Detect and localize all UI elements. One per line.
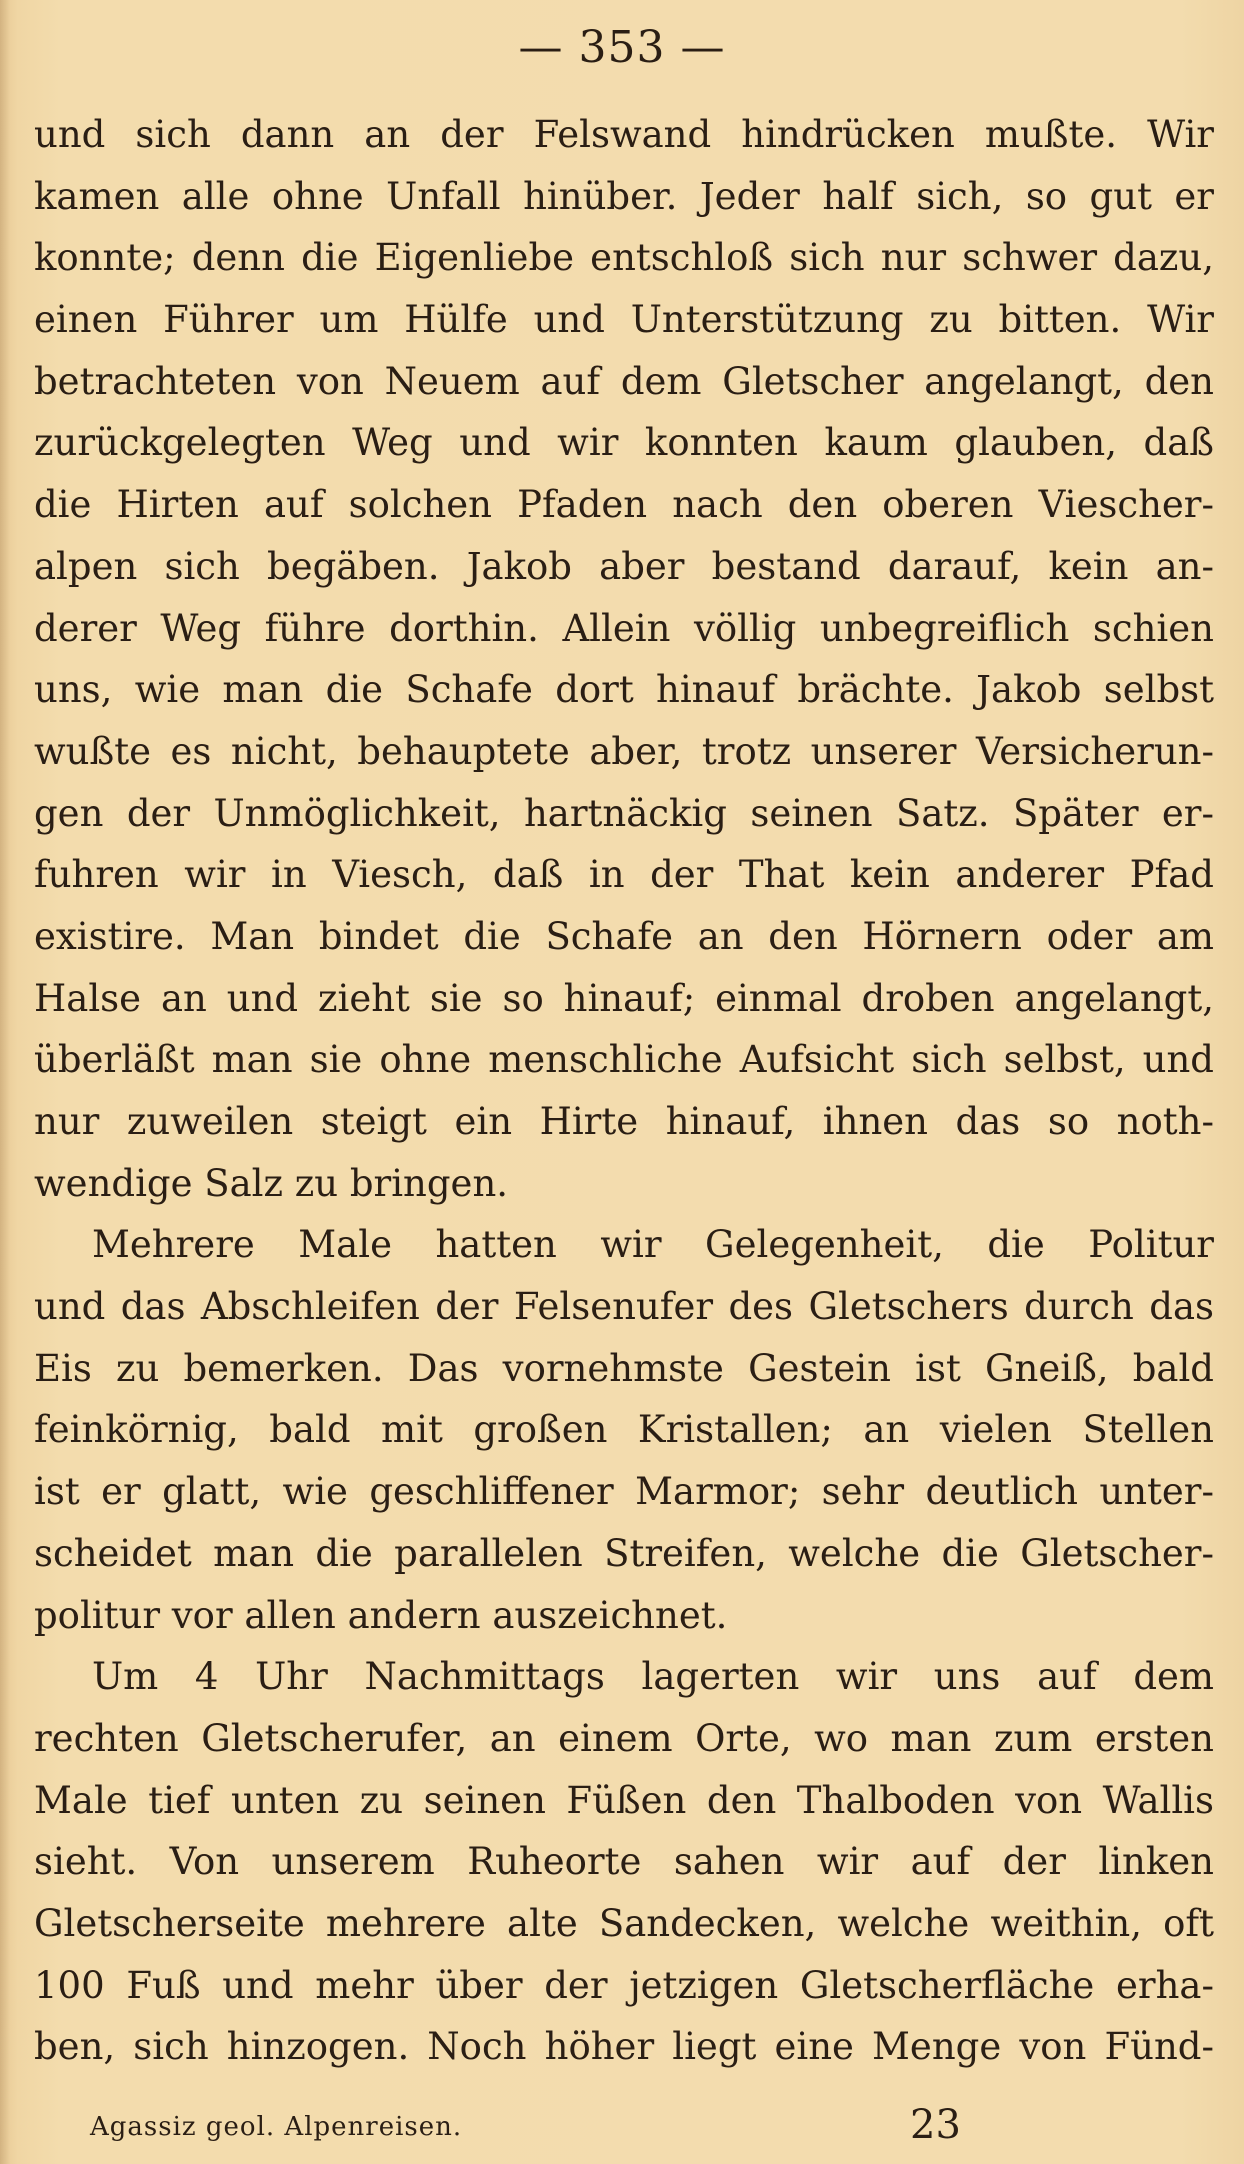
text-line: politur vor allen andern auszeichnet. <box>34 1593 728 1637</box>
text-line: zurückgelegten Weg und wir konnten kaum glauben, daß <box>34 421 1214 465</box>
text-line: wußte es nicht, behauptete aber, trotz unserer Versicherun- <box>34 729 1214 773</box>
text-line: ist er glatt, wie geschliffener Marmor; sehr deutlich unter- <box>34 1470 1214 1514</box>
text-line: Um 4 Uhr Nachmittags lagerten wir uns auf dem <box>92 1655 1214 1699</box>
text-line: die Hirten auf solchen Pfaden nach den oberen Viescher- <box>34 483 1214 527</box>
sheet-number: 23 <box>910 2102 961 2148</box>
text-line: feinkörnig, bald mit großen Kristallen; an vielen Stellen <box>34 1408 1214 1452</box>
text-line: und sich dann an der Felswand hindrücken mußte. Wir <box>34 113 1214 156</box>
text-line: rechten Gletscherufer, an einem Orte, wo man zum ersten <box>34 1716 1214 1760</box>
page-number: — 353 — <box>518 22 726 73</box>
text-line: Halse an und zieht sie so hinauf; einmal droben angelangt, <box>34 976 1214 1020</box>
page-footer <box>90 2102 1210 2152</box>
text-line: und das Abschleifen der Felsenufer des Gletschers durch das <box>34 1285 1214 1329</box>
text-line: gen der Unmöglichkeit, hartnäckig seinen Satz. Später er- <box>34 791 1214 835</box>
text-line: ben, sich hinzogen. Noch höher liegt eine Menge von Fünd- <box>34 2025 1214 2069</box>
text-line: Eis zu bemerken. Das vornehmste Gestein ist Gneiß, bald <box>34 1346 1214 1390</box>
text-line: sieht. Von unserem Ruheorte sahen wir auf der linken <box>34 1840 1214 1884</box>
text-line: konnte; denn die Eigenliebe entschloß sich nur schwer dazu, <box>34 236 1214 280</box>
text-line: uns, wie man die Schafe dort hinauf brächte. Jakob selbst <box>34 668 1214 712</box>
body-text <box>34 104 1214 2078</box>
text-line: 100 Fuß und mehr über der jetzigen Gletscherfläche erha- <box>34 1963 1214 2007</box>
printer-signature: Agassiz geol. Alpenreisen. <box>90 2112 463 2142</box>
text-line: betrachteten von Neuem auf dem Gletscher angelangt, den <box>34 359 1214 403</box>
text-line: kamen alle ohne Unfall hinüber. Jeder half sich, so gut er <box>34 174 1214 218</box>
text-line: Gletscherseite mehrere alte Sandecken, welche weithin, oft <box>34 1901 1214 1945</box>
text-line: scheidet man die parallelen Streifen, welche die Gletscher- <box>34 1531 1214 1575</box>
page-edge-shadow <box>0 0 10 2164</box>
text-line: Mehrere Male hatten wir Gelegenheit, die Politur <box>92 1223 1214 1267</box>
text-line: überläßt man sie ohne menschliche Aufsicht sich selbst, und <box>34 1038 1214 1082</box>
text-line: alpen sich begäben. Jakob aber bestand darauf, kein an- <box>34 544 1214 588</box>
text-line: wendige Salz zu bringen. <box>34 1161 509 1205</box>
text-line: nur zuweilen steigt ein Hirte hinauf, ihnen das so noth- <box>34 1100 1214 1143</box>
text-line: fuhren wir in Viesch, daß in der That kein anderer Pfad <box>34 853 1214 897</box>
text-line: derer Weg führe dorthin. Allein völlig unbegreiflich schien <box>34 606 1214 650</box>
text-line: Male tief unten zu seinen Füßen den Thalboden von Wallis <box>34 1778 1214 1822</box>
text-line: einen Führer um Hülfe und Unterstützung zu bitten. Wir <box>34 298 1214 342</box>
text-line: existire. Man bindet die Schafe an den Hörnern oder am <box>34 914 1214 958</box>
